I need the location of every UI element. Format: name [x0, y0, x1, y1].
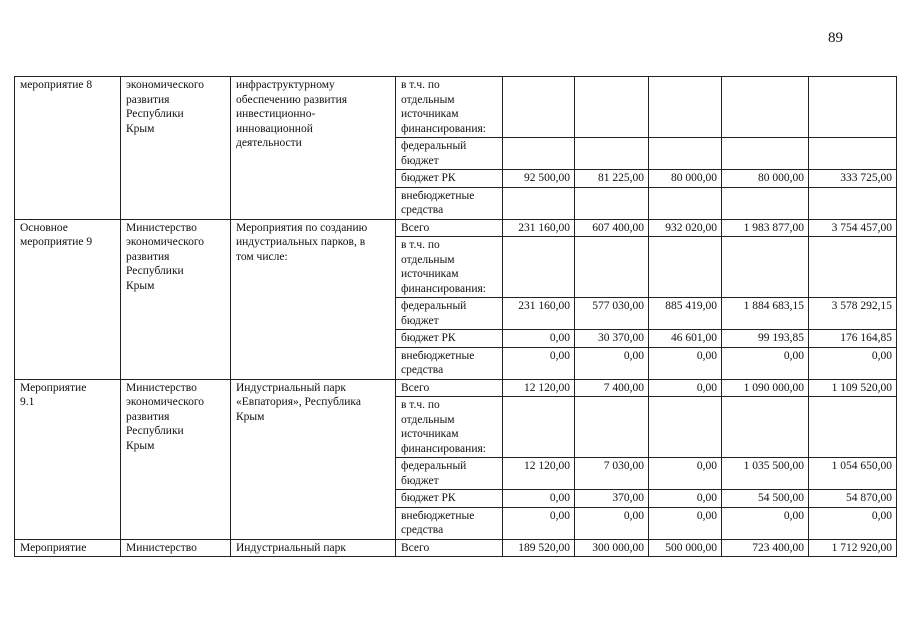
amount-cell	[575, 237, 649, 298]
funding-source-label: внебюджетные средства	[396, 347, 503, 379]
amount-cell	[722, 397, 809, 458]
measure-description-cell: Индустриальный парк «Евпатория», Республика Крым	[231, 379, 396, 539]
measure-name-cell: Мероприятие	[15, 539, 121, 557]
amount-cell: 176 164,85	[809, 330, 897, 348]
amount-cell	[503, 77, 575, 138]
amount-cell	[722, 138, 809, 170]
amount-cell: 46 601,00	[649, 330, 722, 348]
amount-cell	[649, 397, 722, 458]
funding-source-label: внебюджетные средства	[396, 507, 503, 539]
amount-cell: 231 160,00	[503, 219, 575, 237]
amount-cell: 0,00	[575, 347, 649, 379]
measure-name-cell: Мероприятие 9.1	[15, 379, 121, 539]
page-number: 89	[828, 30, 843, 46]
amount-cell: 0,00	[809, 347, 897, 379]
funding-source-label: федеральный бюджет	[396, 298, 503, 330]
amount-cell: 1 109 520,00	[809, 379, 897, 397]
amount-cell	[809, 237, 897, 298]
amount-cell	[503, 237, 575, 298]
amount-cell: 0,00	[722, 347, 809, 379]
amount-cell: 333 725,00	[809, 170, 897, 188]
amount-cell	[722, 187, 809, 219]
amount-cell	[809, 138, 897, 170]
amount-cell: 0,00	[649, 507, 722, 539]
amount-cell: 7 400,00	[575, 379, 649, 397]
executor-cell: Министерство экономического развития Республики Крым	[121, 379, 231, 539]
funding-source-label: бюджет РК	[396, 330, 503, 348]
amount-cell	[649, 187, 722, 219]
executor-cell: экономического развития Республики Крым	[121, 77, 231, 220]
amount-cell: 0,00	[809, 507, 897, 539]
table-body	[15, 77, 897, 557]
amount-cell: 1 712 920,00	[809, 539, 897, 557]
table-row	[15, 379, 897, 397]
amount-cell: 607 400,00	[575, 219, 649, 237]
table-row	[15, 77, 897, 138]
amount-cell: 1 090 000,00	[722, 379, 809, 397]
executor-cell: Министерство	[121, 539, 231, 557]
amount-cell	[575, 397, 649, 458]
amount-cell	[649, 77, 722, 138]
amount-cell	[503, 138, 575, 170]
amount-cell: 577 030,00	[575, 298, 649, 330]
amount-cell: 80 000,00	[649, 170, 722, 188]
measure-description-cell: Мероприятия по созданию индустриальных парков, в том числе:	[231, 219, 396, 379]
amount-cell: 7 030,00	[575, 458, 649, 490]
amount-cell: 0,00	[649, 458, 722, 490]
executor-cell: Министерство экономического развития Республики Крым	[121, 219, 231, 379]
funding-source-label: Всего	[396, 219, 503, 237]
table-row	[15, 539, 897, 557]
amount-cell: 92 500,00	[503, 170, 575, 188]
amount-cell: 99 193,85	[722, 330, 809, 348]
amount-cell: 0,00	[503, 507, 575, 539]
amount-cell: 1 035 500,00	[722, 458, 809, 490]
amount-cell: 0,00	[503, 490, 575, 508]
amount-cell: 370,00	[575, 490, 649, 508]
amount-cell: 54 870,00	[809, 490, 897, 508]
amount-cell	[575, 138, 649, 170]
amount-cell	[722, 77, 809, 138]
table-row	[15, 219, 897, 237]
measure-name-cell: Основное мероприятие 9	[15, 219, 121, 379]
funding-source-label: федеральный бюджет	[396, 458, 503, 490]
amount-cell: 189 520,00	[503, 539, 575, 557]
funding-source-label: в т.ч. по отдельным источникам финансирования:	[396, 397, 503, 458]
amount-cell: 0,00	[575, 507, 649, 539]
amount-cell: 1 054 650,00	[809, 458, 897, 490]
amount-cell: 300 000,00	[575, 539, 649, 557]
amount-cell: 1 884 683,15	[722, 298, 809, 330]
funding-source-label: бюджет РК	[396, 490, 503, 508]
amount-cell: 30 370,00	[575, 330, 649, 348]
amount-cell	[503, 187, 575, 219]
amount-cell: 3 754 457,00	[809, 219, 897, 237]
amount-cell: 932 020,00	[649, 219, 722, 237]
amount-cell	[809, 187, 897, 219]
amount-cell: 0,00	[649, 347, 722, 379]
funding-source-label: в т.ч. по отдельным источникам финансирования:	[396, 77, 503, 138]
amount-cell: 231 160,00	[503, 298, 575, 330]
budget-table	[14, 76, 897, 557]
amount-cell: 0,00	[649, 379, 722, 397]
funding-source-label: бюджет РК	[396, 170, 503, 188]
measure-name-cell: мероприятие 8	[15, 77, 121, 220]
measure-description-cell: инфраструктурному обеспечению развития инвестиционно- инновационной деятельности	[231, 77, 396, 220]
amount-cell: 0,00	[722, 507, 809, 539]
funding-source-label: внебюджетные средства	[396, 187, 503, 219]
amount-cell: 1 983 877,00	[722, 219, 809, 237]
amount-cell	[575, 187, 649, 219]
amount-cell: 0,00	[649, 490, 722, 508]
amount-cell: 54 500,00	[722, 490, 809, 508]
amount-cell: 3 578 292,15	[809, 298, 897, 330]
amount-cell: 12 120,00	[503, 458, 575, 490]
amount-cell	[722, 237, 809, 298]
amount-cell: 723 400,00	[722, 539, 809, 557]
amount-cell: 500 000,00	[649, 539, 722, 557]
amount-cell	[809, 397, 897, 458]
amount-cell: 0,00	[503, 330, 575, 348]
amount-cell	[809, 77, 897, 138]
funding-source-label: в т.ч. по отдельным источникам финансирования:	[396, 237, 503, 298]
amount-cell: 0,00	[503, 347, 575, 379]
amount-cell	[503, 397, 575, 458]
funding-source-label: федеральный бюджет	[396, 138, 503, 170]
amount-cell	[649, 237, 722, 298]
amount-cell	[649, 138, 722, 170]
funding-source-label: Всего	[396, 379, 503, 397]
amount-cell	[575, 77, 649, 138]
amount-cell: 885 419,00	[649, 298, 722, 330]
amount-cell: 12 120,00	[503, 379, 575, 397]
amount-cell: 80 000,00	[722, 170, 809, 188]
amount-cell: 81 225,00	[575, 170, 649, 188]
measure-description-cell: Индустриальный парк	[231, 539, 396, 557]
funding-source-label: Всего	[396, 539, 503, 557]
